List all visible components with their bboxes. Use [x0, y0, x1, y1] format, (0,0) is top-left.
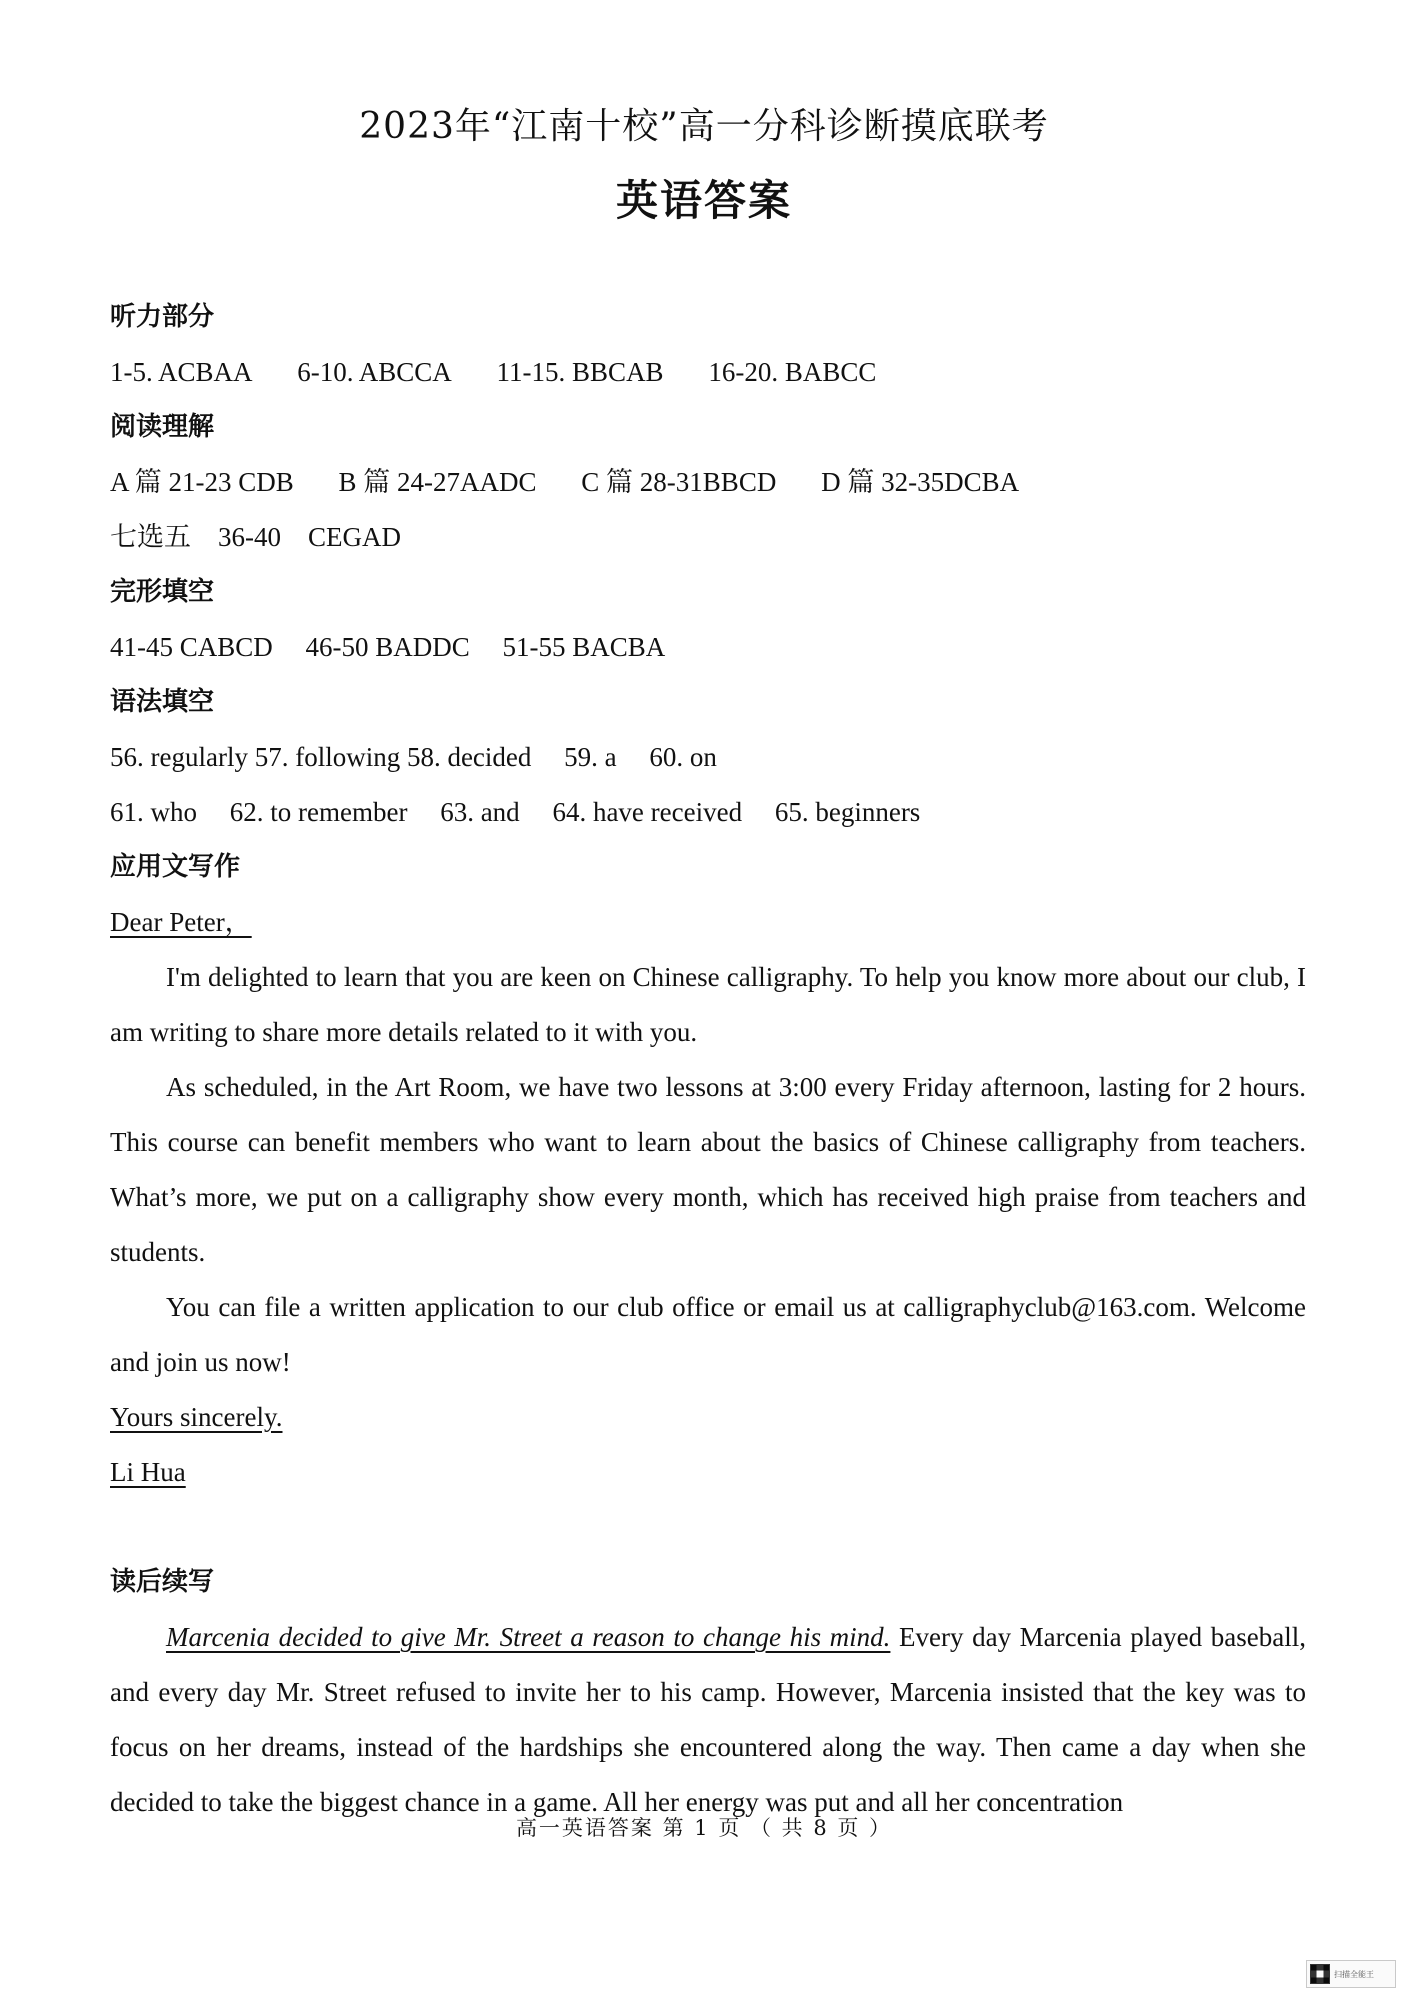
grammar-answer: 59. a — [564, 742, 617, 772]
listening-heading: 听力部分 — [110, 302, 215, 332]
reading-heading: 阅读理解 — [110, 412, 215, 442]
grammar-answer: 62. to remember — [229, 797, 408, 827]
continuation-text: Every day Marcenia played baseball, and every day Mr. Street refused to invite her to his camp. However, Marcenia insisted that the key was to focus on her dreams, instead of the hardships she encountered along the way. Then came a day when she decided to take the biggest chance in a game. All her energy was put and all her concentration — [110, 1622, 1306, 1817]
grammar-heading: 语法填空 — [110, 687, 215, 717]
reading-answer-group: A 篇 21-23 CDB — [110, 467, 294, 497]
grammar-answer: 63. and — [440, 797, 520, 827]
continuation-paragraph — [110, 1610, 1306, 1830]
grammar-answer: 65. beginners — [774, 797, 921, 827]
letter-signature: Li Hua — [110, 1457, 186, 1487]
reading-answer-group: D 篇 32-35DCBA — [821, 467, 1020, 497]
letter-paragraph: I'm delighted to learn that you are keen on Chinese calligraphy. To help you know more about our club, I am writing to share more details related to it with you. — [110, 962, 1306, 1047]
listening-answer-group: 6-10. ABCCA — [297, 357, 452, 387]
letter-closing: Yours sincerely. — [110, 1402, 283, 1432]
grammar-answer: 60. on — [649, 742, 717, 772]
cloze-answer-group: 51-55 BACBA — [502, 632, 666, 662]
cloze-heading: 完形填空 — [110, 577, 215, 607]
answer-content — [110, 290, 1306, 1830]
listening-answer-group: 11-15. BBCAB — [496, 357, 664, 387]
listening-answers — [110, 345, 1306, 400]
cloze-answer-group: 46-50 BADDC — [305, 632, 470, 662]
practical-writing-heading: 应用文写作 — [110, 852, 241, 882]
letter-paragraph: You can file a written application to our club office or email us at calligraphyclub@163.com. Welcome and join us now! — [110, 1292, 1306, 1377]
grammar-answers-line-2 — [110, 785, 1306, 840]
reading-answers — [110, 455, 1306, 510]
cloze-answers — [110, 620, 1306, 675]
continuation-writing-heading: 读后续写 — [110, 1567, 215, 1597]
watermark-text: 扫描全能王 — [1334, 1969, 1374, 1979]
exam-title: 2023年“江南十校”高一分科诊断摸底联考 — [359, 106, 1049, 147]
scanner-watermark — [1306, 1960, 1396, 1988]
reading-answer-group: B 篇 24-27AADC — [338, 467, 537, 497]
continuation-opening-sentence: Marcenia decided to give Mr. Street a reason to change his mind. — [166, 1622, 891, 1652]
grammar-answer: 56. regularly 57. following 58. decided — [110, 742, 532, 772]
grammar-answer: 64. have received — [552, 797, 743, 827]
page-footer: 高一英语答案 第 1 页 （ 共 8 页 ） — [515, 1816, 893, 1840]
listening-answer-group: 16-20. BABCC — [708, 357, 877, 387]
qr-code-icon — [1310, 1964, 1330, 1984]
grammar-answer: 61. who — [110, 797, 197, 827]
letter-paragraph: As scheduled, in the Art Room, we have two lessons at 3:00 every Friday afternoon, lasting for 2 hours. This course can benefit members who want to learn about the basics of Chinese calligraphy from teachers. What’s more, we put on a calligraphy show every month, which has received high praise from teachers and students. — [110, 1072, 1306, 1267]
grammar-answers-line-1 — [110, 730, 1306, 785]
cloze-answer-group: 41-45 CABCD — [110, 632, 273, 662]
seven-choose-five-answers: 七选五 36-40 CEGAD — [110, 522, 401, 552]
reading-answer-group: C 篇 28-31BBCD — [581, 467, 777, 497]
listening-answer-group: 1-5. ACBAA — [110, 357, 253, 387]
letter-salutation: Dear Peter， — [110, 907, 252, 937]
answer-title: 英语答案 — [615, 176, 792, 225]
